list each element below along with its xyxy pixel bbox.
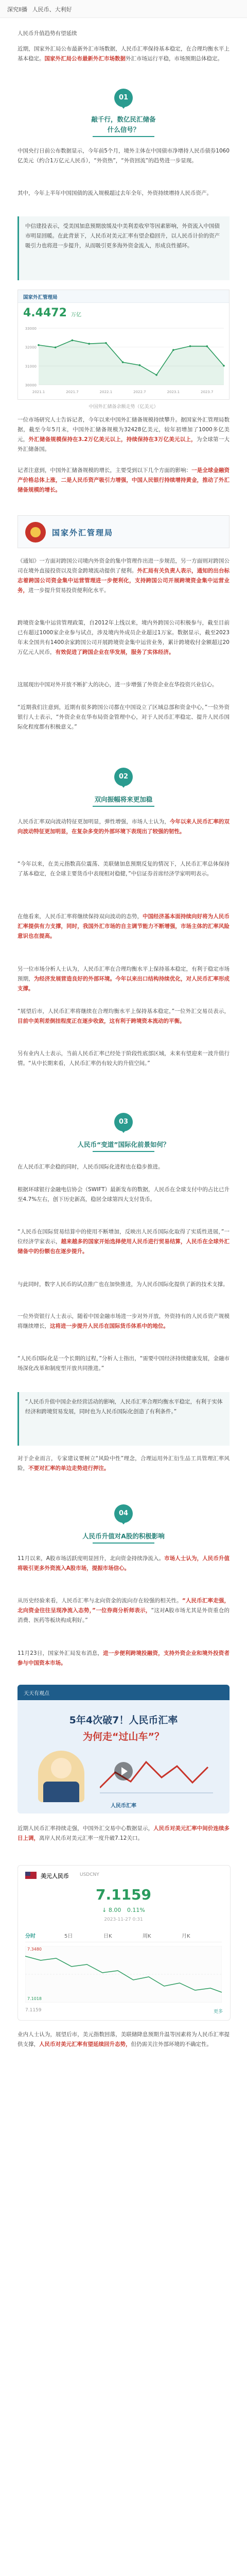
section-4-divider	[93, 1543, 154, 1544]
fx-bottom-left: 7.1159	[25, 2008, 42, 2013]
section-2-paragraph-5: “展望后市，人民币汇率将继续在合理均衡水平上保持基本稳定，”一位外汇交易员表示，目前中美利差倒挂程度正在逐步收敛，这有利于跨境资本流动的平衡。	[17, 1008, 230, 1024]
section-3-title: 人民币“变道”国际化前景如何？	[77, 1141, 170, 1148]
section-1-paragraph-1: 中国央行日前公布数据显示，今年前5个月，境外主体在中国债市净增持人民币债券1060亿美元（约合1万亿元人民币），“外资热”，“外资回流”的趋势进一步显现。	[17, 148, 230, 164]
data-point	[206, 345, 208, 347]
section-1-paragraph-7: 这展现出中国对外开放不断扩大的决心，进一步增强了外资企业在华投资兴业信心。	[17, 682, 218, 688]
data-point	[122, 361, 124, 363]
section-1-paragraph-5: 《通知》一方面对跨国公司境内外资金的集中管理作出进一步规范，另一方面则对跨国公司在境外直接投资以及资金跨境流动提供了便利。外汇局有关负责人表示，通知的出台标志着跨国公司资金集中运营管理进一步便利化，支持跨国公司开展跨境资金集中运营业务，进一步提升贸易投资便利化水平。	[17, 558, 230, 594]
fx-price: 7.1159	[95, 1886, 152, 1903]
chart-header	[18, 290, 229, 303]
fx-timestamp: 2023-11-27 0:31	[104, 1917, 143, 1922]
fx-quote-widget[interactable]	[17, 1865, 231, 2021]
poster-top-label: 天天有观点	[24, 1691, 49, 1697]
section-1-paragraph-2: 其中，今年上半年中国国债的流入规模超过去年全年，外资持续增持人民币资产。	[17, 190, 212, 196]
fx-pair-label: 美元人民币	[41, 1873, 69, 1879]
safe-logo-text: 国家外汇管理局	[52, 528, 114, 537]
fx-more-link[interactable]: 更多	[213, 2009, 223, 2014]
presenter-avatar	[38, 1751, 84, 1802]
y-tick-label: 32000	[25, 345, 37, 350]
header-tag: 人民币、大利好	[32, 6, 72, 13]
section-1-paragraph-4: 记者注意到，中国外汇储备规模的增长，主要受到以下几个方面的影响：一是全球金融资产价格总体上涨，二是人民币资产吸引力增强，中国人民银行持续增持黄金，推动了外汇储备规模的增长。	[17, 467, 230, 493]
tab-monthly-k[interactable]: 月K	[182, 1934, 190, 1939]
section-1-paragraph-6: 跨境资金集中运营管理政策，自2012年上线以来，境内外跨国公司积极参与，截至目前已有超过1000家企业参与试点，涉及境内外成员企业超过1万家。数据显示，截至2023年末全国共有1400余家跨国公司开展跨境资金集中运营业务，累计跨境收付金额超过20万亿元人民币，有效促进了跨国企业在华发展，服务了实体经济。	[17, 620, 230, 655]
fx-change-row	[18, 1907, 229, 1913]
poster-title-line1: 5年4次破7！人民币汇率	[69, 1715, 178, 1726]
fx-intraday-chart	[25, 1946, 222, 2003]
fx-high-label: 7.3480	[27, 1947, 42, 1952]
section-2-paragraph-3: 在他看来，人民币汇率将继续保持双向波动的态势，中国经济基本面持续向好将为人民币汇率提供有力支撑，同时，我国外汇市场的自主调节能力不断增强，市场主体的汇率风险意识也在提高。	[17, 913, 230, 939]
author-name[interactable]: 深究ll播	[7, 6, 28, 13]
section-3-badge: 03	[114, 1113, 133, 1131]
section-1-title-line1: 敲千行，数亿民汇储备	[91, 115, 156, 123]
fx-pair-code: USDCNY	[80, 1872, 99, 1877]
fx-change: 8.00	[108, 1907, 121, 1913]
data-point	[139, 364, 141, 366]
section-2-title: 双向振幅将来更加稳	[94, 795, 153, 803]
section-2-paragraph-1: 人民币汇率双向波动特征更加明显，弹性增强，市场人士认为，今年以来人民币汇率的双向波动特征更加明显，在复杂多变的外部环境下表现出了较强的韧性。	[17, 819, 230, 835]
fx-low-label: 7.1018	[27, 1996, 42, 2001]
fx-tab-bar	[25, 1929, 222, 1942]
header-bar	[0, 0, 247, 18]
section-1-quote: 中信建投表示，受美国加息预期放缓及中美利差收窄等因素影响，外资流入中国债市明显回暖。在此背景下，人民币对美元汇率有望企稳回升，以人民币计价的资产吸引力也将进一步提升，从而吸引更多海外资金流入，形成良性循环。	[17, 216, 230, 280]
line-chart	[18, 324, 229, 396]
section-1-paragraph-3: 一位市场研究人士告诉记者，今年以来中国外汇储备规模持续攀升。据国家外汇管理局数据，截至今年5月末，中国外汇储备规模为32428亿美元，较年初增加了1000多亿美元，外汇储备规模保持在3.2万亿美元以上，持续保持在3万亿美元以上，为全球第一大外汇储备国。	[17, 417, 230, 452]
section-3-paragraph-6: “人民币国际化是一个长期的过程，”分析人士指出，“需要中国经济持续健康发展，金融市场深化改革和制度型开放共同推进。”	[17, 1355, 230, 1371]
tab-intraday[interactable]: 分时	[25, 1934, 36, 1939]
data-point	[55, 347, 57, 349]
y-tick-label: 31000	[25, 364, 37, 369]
section-4-paragraph-1: 11月以来，A股市场活跃度明显回升，北向资金持续净流入。市场人士认为，人民币升值将吸引更多外资流入A股市场，提振市场信心。	[17, 1555, 230, 1571]
section-3-paragraph-1: 在人民币汇率企稳的同时，人民币国际化进程也在稳步推进。	[17, 1164, 164, 1170]
data-point	[38, 344, 40, 346]
y-tick-label: 33000	[25, 327, 37, 331]
video-poster[interactable]	[17, 1685, 230, 1814]
data-point	[189, 345, 191, 347]
tab-daily-k[interactable]: 日K	[103, 1934, 112, 1939]
section-1-title-line2: 什么信号？	[107, 126, 140, 133]
section-3-paragraph-2: 根据环球银行金融电信协会（SWIFT）最新发布的数据，人民币在全球支付中的占比已升至4.7%左右，创下历史新高，稳居全球第四大支付货币。	[17, 1187, 230, 1202]
section-3-quote: “人民币升值中国企业经营活动的影响，人民币汇率合理均衡水平稳定，有利于实体经济和跨境贸易发展，同时也为人民币国际化创造了有利条件。”	[17, 1392, 230, 1446]
data-point	[223, 365, 225, 367]
x-tick-label: 2023.7	[201, 390, 214, 394]
down-arrow-icon: ↓	[102, 1907, 107, 1913]
emblem-icon	[25, 522, 46, 543]
play-icon[interactable]	[114, 1762, 133, 1781]
chart-value-unit: 万亿	[71, 312, 81, 318]
section-1-divider	[93, 136, 154, 137]
x-tick-label: 2022.7	[133, 390, 146, 394]
section-1-badge: 01	[114, 89, 133, 107]
data-point	[155, 374, 157, 376]
section-3-paragraph-5: 一位外资银行人士表示，随着中国金融市场进一步对外开放，外资持有的人民币资产规模将继续增长，这将进一步提升人民币在国际货币体系中的地位。	[17, 1313, 230, 1329]
intro-subtitle: 人民币升值趋势有望延续	[17, 30, 77, 37]
chart-caption: 中国外汇储备余额走势（亿美元）	[89, 404, 158, 410]
section-3-paragraph-4: 与此同时，数字人民币的试点推广也在加快推进，为人民币国际化提供了新的技术支撑。	[17, 1281, 228, 1287]
section-4-paragraph-2: 从历史经验来看，人民币汇率与北向资金的流向存在较强的相关性。“人民币汇率走强，北向资金往往呈现净流入态势，”一位券商分析师表示，“这对A股市场尤其是外资重仓的消费、医药等板块构成利好。”	[17, 1598, 230, 1623]
data-point	[172, 349, 174, 351]
section-4-paragraph-3: 11月23日，国家外汇局发布消息，进一步便利跨境投融资，支持外资企业和境外投资者参与中国资本市场。	[17, 1650, 230, 1666]
tab-weekly-k[interactable]: 周K	[143, 1934, 151, 1939]
x-tick-label: 2021.1	[32, 390, 45, 394]
x-tick-label: 2021.7	[66, 390, 79, 394]
x-tick-label: 2022.1	[99, 390, 113, 394]
section-3-paragraph-3: “人民币在国际贸易结算中的使用不断增加，反映出人民币国际化取得了实质性进展，”一位经济学家表示，越来越多的国家开始选择使用人民币进行贸易结算，人民币在全球外汇储备中的份额也在逐步提升。	[17, 1229, 230, 1255]
header-title	[7, 5, 75, 13]
x-tick-label: 2023.1	[167, 390, 180, 394]
poster-brand: 人民币汇率	[111, 1803, 136, 1809]
chart-value: 4.4472	[23, 307, 67, 319]
section-3-paragraph-7: 对于企业而言，专家建议要树立“风险中性”理念，合理运用外汇衍生品工具管理汇率风险，不要对汇率的单边走势进行押注。	[17, 1455, 230, 1471]
chart-header-source: 国家外汇管理局	[23, 295, 58, 300]
data-point	[105, 342, 107, 344]
tab-5day[interactable]: 5日	[64, 1934, 73, 1939]
poster-title-line2: 为何走“过山车”？	[83, 1731, 164, 1742]
chart-value-group	[23, 307, 81, 319]
section-3-divider	[93, 1151, 154, 1152]
section-2-paragraph-6: 另有业内人士表示，当前人民币汇率已经处于阶段性底部区域，未来有望迎来一波升值行情。“从中长期来看，人民币汇率仍有较大的升值空间。”	[17, 1050, 230, 1066]
poster-topbar	[17, 1685, 230, 1700]
us-flag-icon	[25, 1872, 37, 1879]
safe-logo-banner	[17, 515, 230, 548]
section-2-paragraph-4: 另一位市场分析人士认为，人民币汇率在合理均衡水平上保持基本稳定，有利于稳定市场预期，为经济发展营造良好的外部环境。今年以来出口结构持续优化，对人民币汇率形成支撑。	[17, 966, 230, 992]
fx-change-pct: 0.11%	[127, 1907, 145, 1913]
y-tick-label: 30000	[25, 383, 37, 387]
section-2-paragraph-2: “今年以来，在美元指数高位震荡、美联储加息预期反复的情况下，人民币汇率总体保持了基本稳定，在全球主要货币中表现相对稳健，”中信证券首席经济学家明明表示。	[17, 861, 230, 877]
section-1-paragraph-8: “近期我们注意到，近期有很多跨国公司都在中国设立了区域总部和资金中心，”一位外资银行人士表示，“外资企业在华布局资金管理中心，对于人民币汇率稳定、提升人民币国际化程度都有积极意义。”	[17, 704, 230, 730]
data-point	[88, 343, 90, 345]
section-4-title: 人民币升值对A股的积极影响	[82, 1532, 165, 1540]
section-2-divider	[93, 806, 154, 807]
data-point	[72, 340, 74, 342]
outro-paragraph: 业内人士认为，展望后市，美元指数回落，美联储降息预期升温等因素将为人民币汇率提供支撑，人民币对美元汇率有望延续回升态势，但仍需关注外部环境的不确定性。	[17, 2031, 230, 2047]
section-4-paragraph-4: 近期人民币汇率持续走强，中国外汇交易中心数据显示，人民币对美元汇率中间价连续多日上调，离岸人民币对美元汇率一度升破7.12关口。	[17, 1825, 230, 1841]
section-4-badge: 04	[114, 1504, 133, 1523]
section-2-badge: 02	[114, 768, 133, 786]
fx-reserve-chart	[17, 290, 230, 400]
intro-paragraph: 近期，国家外汇局公布最新外汇市场数据，人民币汇率保持基本稳定，在合理均衡水平上基本稳定。国家外汇局公布最新外汇市场数据外汇市场运行平稳，市场预期总体稳定。	[17, 46, 230, 62]
